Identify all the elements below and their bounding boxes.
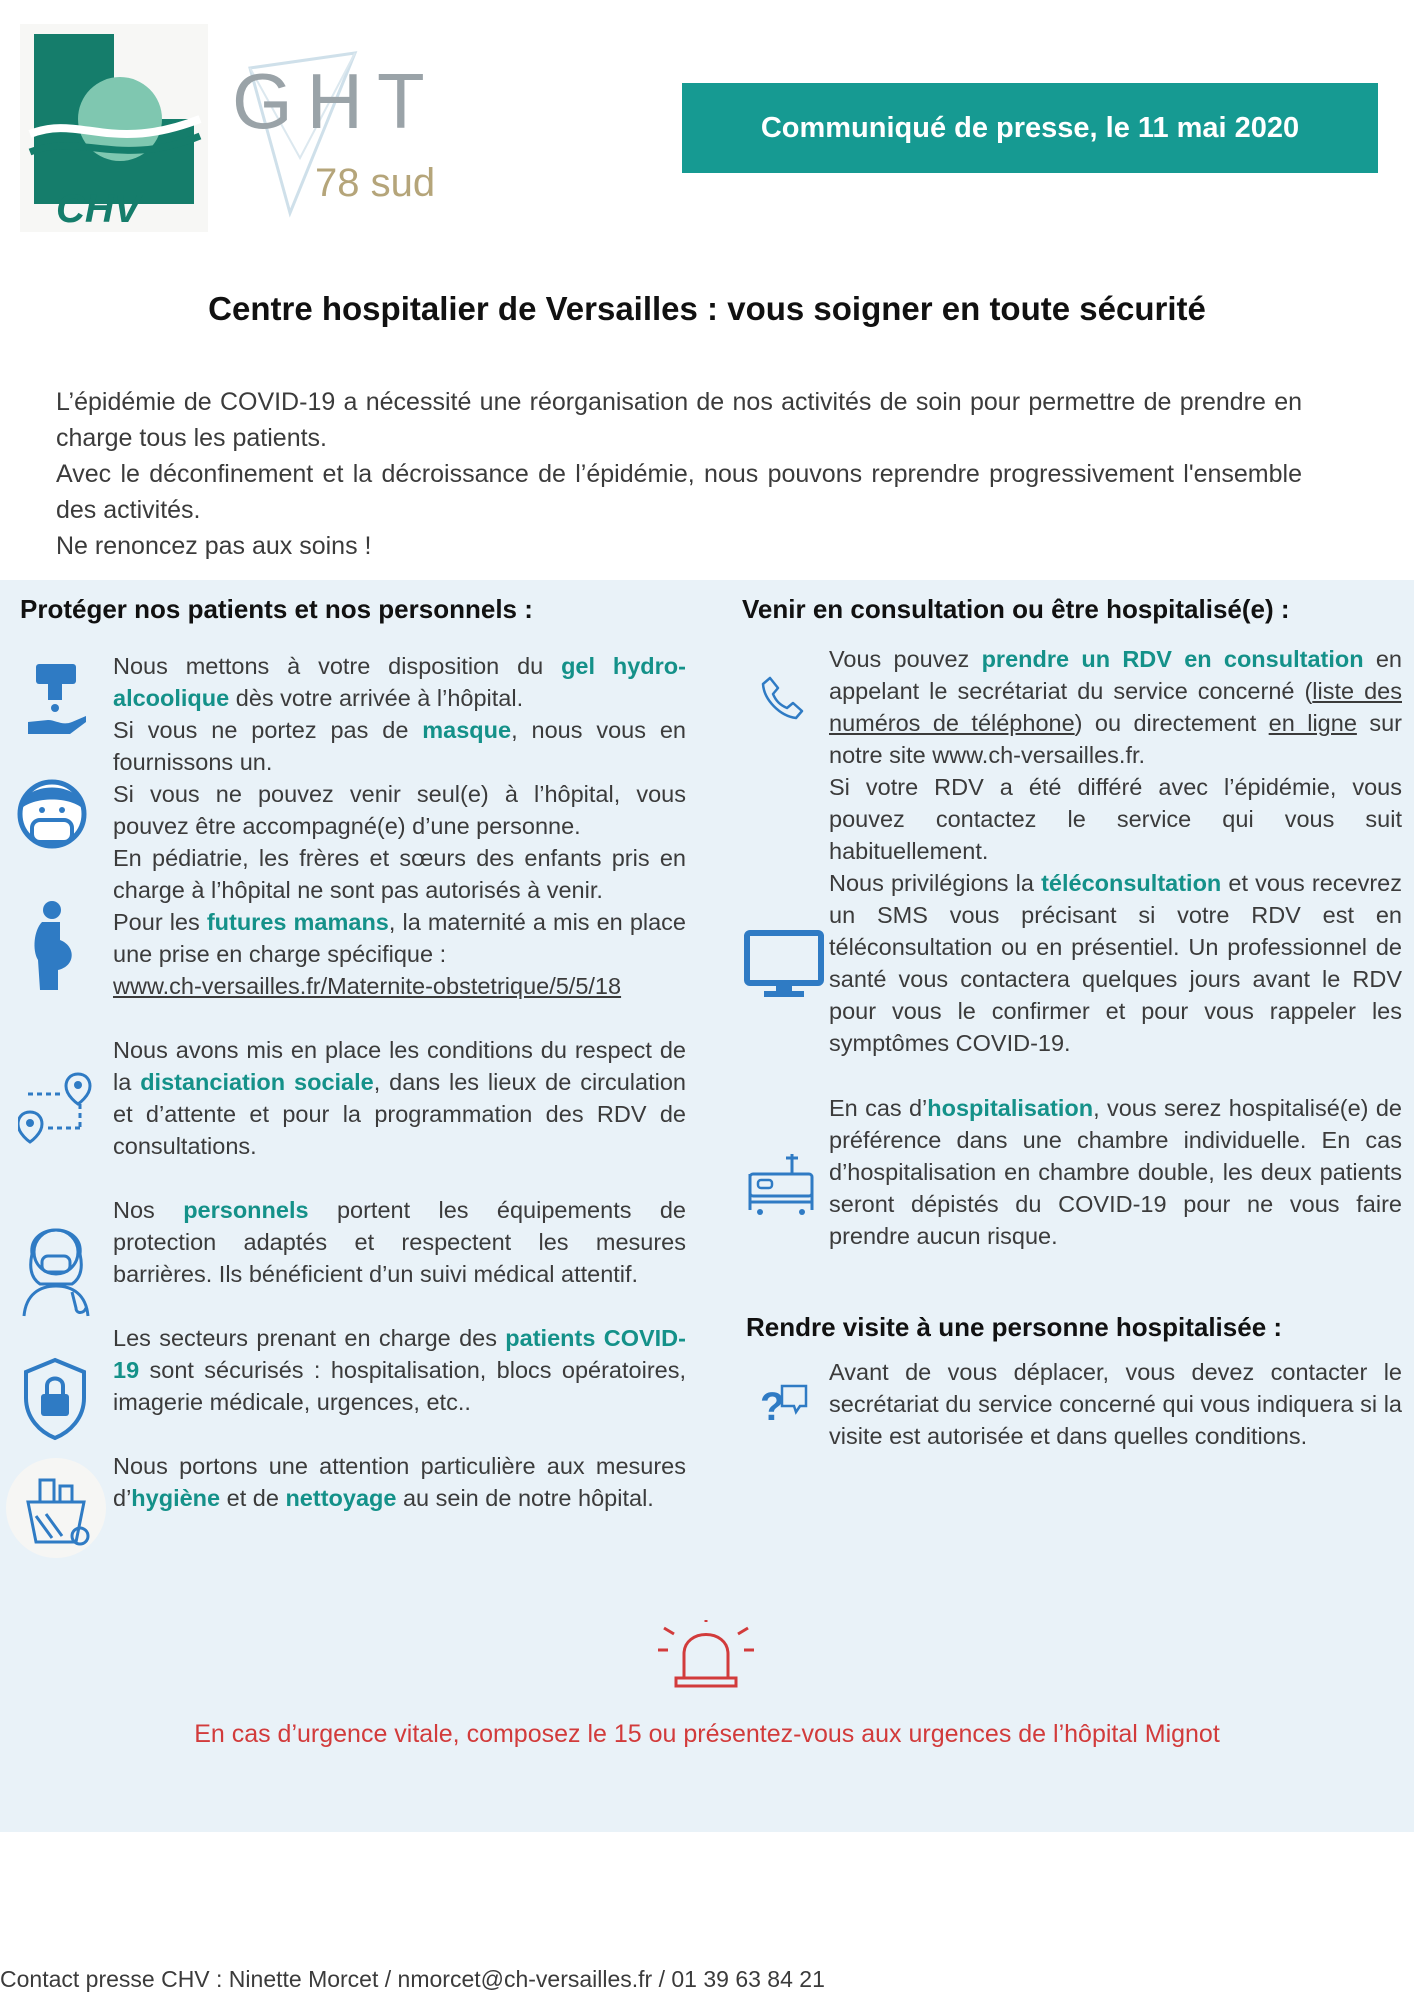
right-block-hospitalisation: En cas d’hospitalisation, vous serez hospitalisé(e) de préférence dans une chambre individuelle. En cas d’hospitalisation en chambre double, les deux patients seront dépistés du COVID-19 pour ne vous faire prendre aucun risque. bbox=[829, 1095, 1402, 1249]
intro-paragraph: L’épidémie de COVID-19 a nécessité une réorganisation de nos activités de soin pour permettre de prendre en charge tous les patients. bbox=[56, 388, 1302, 452]
chv-logo bbox=[20, 24, 208, 232]
ght-78-sud-logo bbox=[230, 48, 460, 218]
pregnant-woman-icon bbox=[20, 900, 80, 997]
left-block-staff: Nos personnels portent les équipements de protection adaptés et respectent les mesures barrières. Ils bénéficient d’un suivi médical attentif. bbox=[113, 1197, 686, 1287]
maternity-link[interactable]: www.ch-versailles.fr/Maternite-obstetrique/5/5/18 bbox=[113, 973, 622, 999]
hand-sanitizer-icon bbox=[26, 660, 90, 745]
mask-face-icon bbox=[12, 770, 92, 867]
intro-paragraphs bbox=[56, 384, 1302, 564]
svg-text:CHV: CHV bbox=[56, 187, 141, 231]
social-distancing-icon bbox=[18, 1070, 94, 1151]
left-block-distancing: Nous avons mis en place les conditions du respect de la distanciation sociale, dans les lieux de circulation et d’attente et pour la programmation des RDV de consultations. bbox=[113, 1037, 686, 1159]
svg-text:78 sud: 78 sud bbox=[315, 161, 436, 205]
computer-monitor-icon bbox=[744, 930, 824, 1005]
security-shield-lock-icon bbox=[22, 1356, 88, 1447]
phone-list-link[interactable]: liste des numéros de téléphone bbox=[829, 678, 1402, 736]
intro-paragraph: Ne renoncez pas aux soins ! bbox=[56, 532, 372, 560]
question-bubble-icon bbox=[760, 1380, 810, 1435]
right-block-consultation: Vous pouvez prendre un RDV en consultation en appelant le secrétariat du service concerné (liste des numéros de téléphone) ou directement en ligne sur notre site www.ch-versailles.fr. Si votre RDV a été différé avec l’épidémie, vous pouvez contactez le service qui vous suit habituellement. Nous privilégions la téléconsultation et vous recevrez un SMS vous précisant si votre RDV est en téléconsultation ou en présentiel. Un professionnel de santé vous contactera quelques jours avant le RDV pour vous le confirmer et pour vous rappeler les symptômes COVID-19. bbox=[829, 646, 1403, 1056]
right-section-title: Venir en consultation ou être hospitalisé(e) : bbox=[742, 594, 1290, 624]
press-contact-footer: Contact presse CHV : Ninette Morcet / nmorcet@ch-versailles.fr / 01 39 63 84 21 bbox=[0, 1966, 825, 1992]
intro-paragraph: Avec le déconfinement et la décroissance de l’épidémie, nous pouvons reprendre progressivement l'ensemble des activités. bbox=[56, 460, 1302, 524]
right-block-visit: Avant de vous déplacer, vous devez contacter le secrétariat du service concerné qui vous indiquera si la visite est autorisée et dans quelles conditions. bbox=[829, 1359, 1402, 1449]
medical-staff-icon bbox=[18, 1214, 94, 1323]
hospital-bed-icon bbox=[746, 1150, 816, 1221]
svg-text:GHT: GHT bbox=[232, 57, 439, 145]
left-block-hygiene-masks: Nous mettons à votre disposition du gel hydro-alcoolique dès votre arrivée à l’hôpital. Si vous ne portez pas de masque, nous vous en fournissons un. Si vous ne pouvez venir seul(e) à l’hôpital, vous pouvez être accompagné(e) d’une personne. En pédiatrie, les frères et sœurs des enfants pris en charge à l’hôpital ne sont pas autorisés à venir. Pour les futures mamans, la maternité a mis en place une prise en charge spécifique : www.ch-versailles.fr/Maternite-obstetrique/5/5/18 bbox=[113, 653, 686, 999]
svg-text:?: ? bbox=[760, 1385, 785, 1429]
left-block-cleaning: Nous portons une attention particulière aux mesures d’hygiène et de nettoyage au sein de notre hôpital. bbox=[113, 1453, 686, 1511]
cleaning-supplies-icon bbox=[6, 1458, 106, 1563]
left-section-title: Protéger nos patients et nos personnels : bbox=[20, 594, 533, 624]
visit-section-title: Rendre visite à une personne hospitalisée : bbox=[746, 1312, 1283, 1342]
online-booking-link[interactable]: en ligne bbox=[1268, 710, 1357, 736]
left-block-covid-sectors: Les secteurs prenant en charge des patients COVID-19 sont sécurisés : hospitalisation, blocs opératoires, imagerie médicale, urgences, etc.. bbox=[113, 1325, 686, 1415]
page-title: Centre hospitalier de Versailles : vous soigner en toute sécurité bbox=[208, 290, 1206, 327]
phone-icon bbox=[760, 674, 806, 725]
press-release-banner: Communiqué de presse, le 11 mai 2020 bbox=[682, 83, 1378, 173]
emergency-siren-icon bbox=[656, 1620, 756, 1695]
emergency-notice: En cas d’urgence vitale, composez le 15 ou présentez-vous aux urgences de l’hôpital Mignot bbox=[194, 1720, 1220, 1748]
